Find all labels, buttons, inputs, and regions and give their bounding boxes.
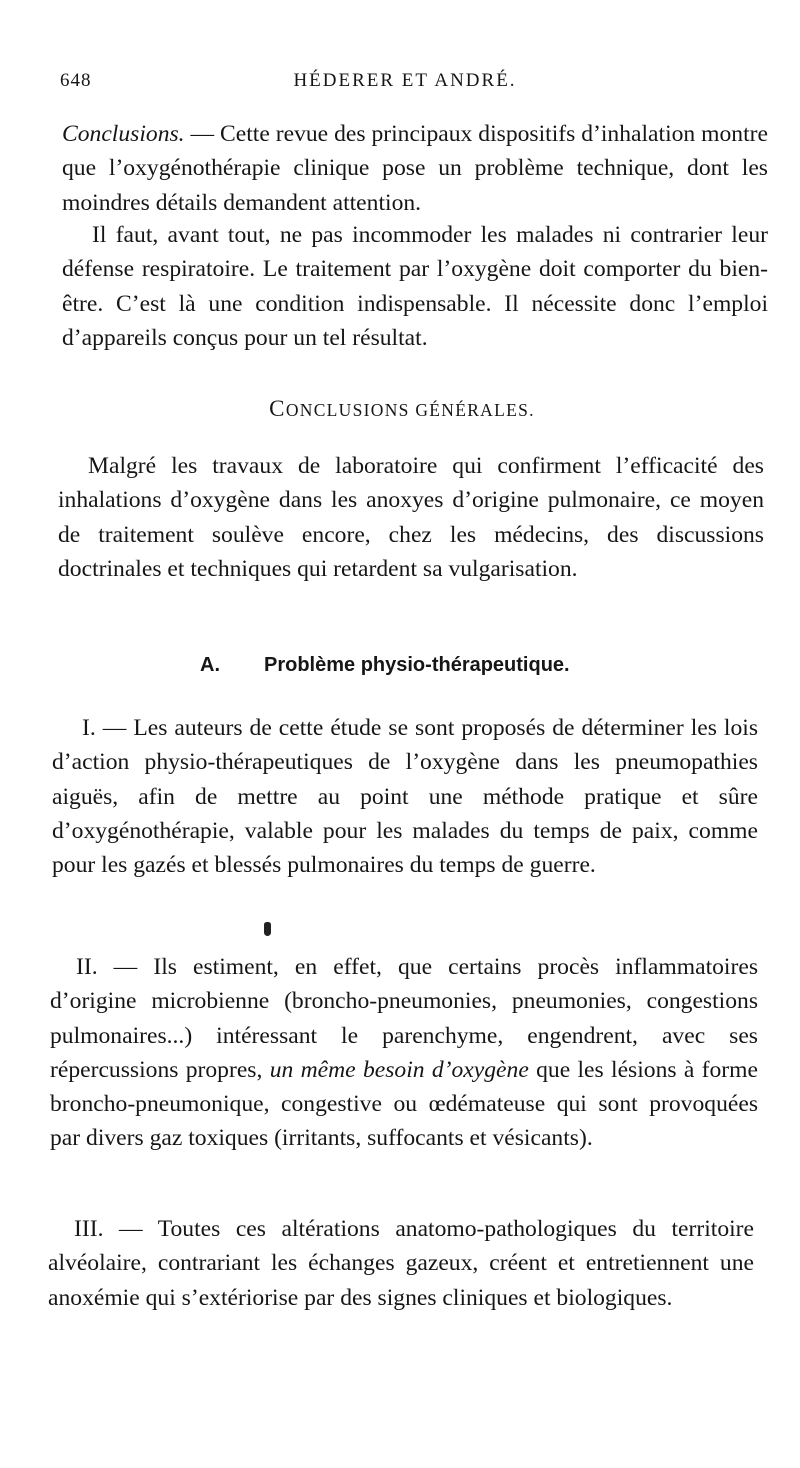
subsection-heading <box>200 654 660 677</box>
point-one-paragraph: I. — Les auteurs de cette étude se sont proposés de déterminer les lois d’action physio-thérapeutiques de l’oxygène dans les pneumopathies aiguës, afin de mettre au point une méthode pratique et sûre d’oxygénothérapie, valable pour les malades du temps de paix, comme pour les gazés et blessés pulmonaires du temps de guerre. <box>52 715 758 879</box>
conclusions-text: — Cette revue des principaux dispositifs d’inhalation montre que l’oxygénothérapie clinique pose un problème technique, dont les moindres détails demandent attention. <box>62 121 768 216</box>
subsection-letter: A. <box>200 654 220 676</box>
point-two-emphasis: un même besoin d’oxygène <box>269 1056 529 1083</box>
subsection-title: Problème physio-thérapeutique. <box>264 654 570 676</box>
section-title-rest: ONCLUSIONS GÉNÉRALES. <box>285 400 535 420</box>
conclusions-lead: Conclusions. <box>62 121 185 147</box>
ink-speck <box>264 922 271 936</box>
general-intro-paragraph: Malgré les travaux de laboratoire qui confirment l’efficacité des inhalations d’oxygène dans les anoxyes d’origine pulmonaire, ce moyen de traitement soulève encore, chez les médecins, des discussions doctrinales et techniques qui retardent sa vulgarisation. <box>58 453 764 582</box>
section-title-initial: C <box>269 396 286 421</box>
point-two-paragraph <box>50 950 758 1156</box>
requirements-paragraph: Il faut, avant tout, ne pas incommoder les malades ni contrarier leur défense respiratoire. Le traitement par l’oxygène doit comporter du bien-être. C’est là une condition indispensable. Il nécessite donc l’emploi d’appareils conçus pour un tel résultat. <box>62 222 768 351</box>
point-two-text-start: II. — Ils estiment, en effet, que certains procès inflammatoires d’origine microbienne (broncho-pneumonies, pneumonies, congestions pulmonaires...) intéressant le parenchyme, engendrent, avec ses répercussions propres, <box>50 954 758 1083</box>
running-header <box>60 70 750 100</box>
page-number: 648 <box>60 70 92 91</box>
section-title <box>62 396 742 422</box>
point-two-text-end: que les lésions à forme broncho-pneumonique, congestive ou œdémateuse qui sont provoquées par divers gaz toxiques (irritants, suffocants et vésicants). <box>50 1056 758 1152</box>
point-three-paragraph: III. — Toutes ces altérations anatomo-pathologiques du territoire alvéolaire, contrariant les échanges gazeux, créent et entretiennent une anoxémie qui s’extériorise par des signes cliniques et biologiques. <box>48 1216 754 1311</box>
conclusions-paragraph <box>62 117 768 220</box>
running-title: HÉDERER ET ANDRÉ. <box>293 70 517 91</box>
